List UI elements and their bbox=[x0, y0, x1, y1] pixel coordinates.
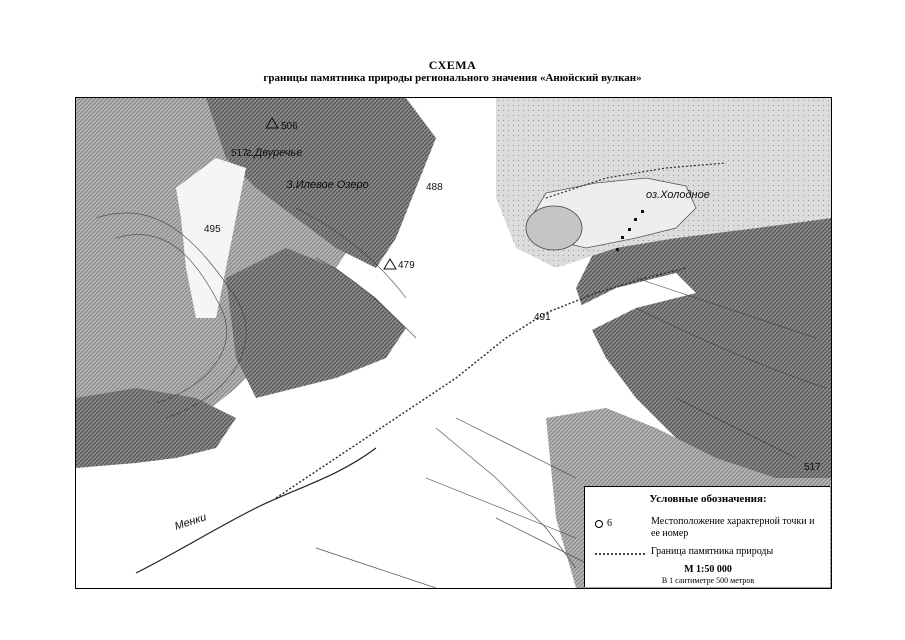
map-title: СХЕМА bbox=[428, 58, 477, 72]
point-circle-icon bbox=[595, 520, 603, 528]
lake-small-center bbox=[526, 206, 582, 250]
elev-517: 517 bbox=[231, 148, 248, 159]
elev-488: 488 bbox=[426, 182, 443, 193]
boundary-line-icon bbox=[595, 553, 645, 557]
legend-point-marker bbox=[595, 518, 623, 529]
map-subtitle: границы памятника природы регионального значения «Анюйский вулкан» bbox=[263, 72, 642, 84]
map-frame[interactable] bbox=[75, 97, 832, 589]
legend-scale: М 1:50 000 bbox=[684, 564, 732, 575]
label-ilevoe: З.Илевое Озеро bbox=[286, 179, 369, 191]
label-dvurechye: г.Двуречье bbox=[246, 147, 303, 159]
legend-point-number: 6 bbox=[607, 518, 612, 529]
legend-boundary-text: Граница памятника природы bbox=[651, 546, 774, 557]
legend-scale-note: В 1 сантиметре 500 метров bbox=[661, 576, 755, 585]
legend-box bbox=[584, 486, 830, 587]
elev-506: 506 bbox=[281, 121, 298, 132]
elev-479: 479 bbox=[398, 260, 415, 271]
legend-point-text: Местоположение характерной точки и ее номер bbox=[651, 516, 815, 539]
elev-495: 495 bbox=[204, 224, 221, 235]
legend-title: Условные обозначения: bbox=[649, 493, 767, 505]
elev-491: 491 bbox=[534, 312, 551, 323]
label-lake-holodnoe: оз.Холодное bbox=[646, 189, 710, 201]
elev-517b: 517 bbox=[804, 462, 821, 473]
label-river-menki: Менки bbox=[173, 511, 208, 533]
title-block bbox=[0, 58, 905, 85]
